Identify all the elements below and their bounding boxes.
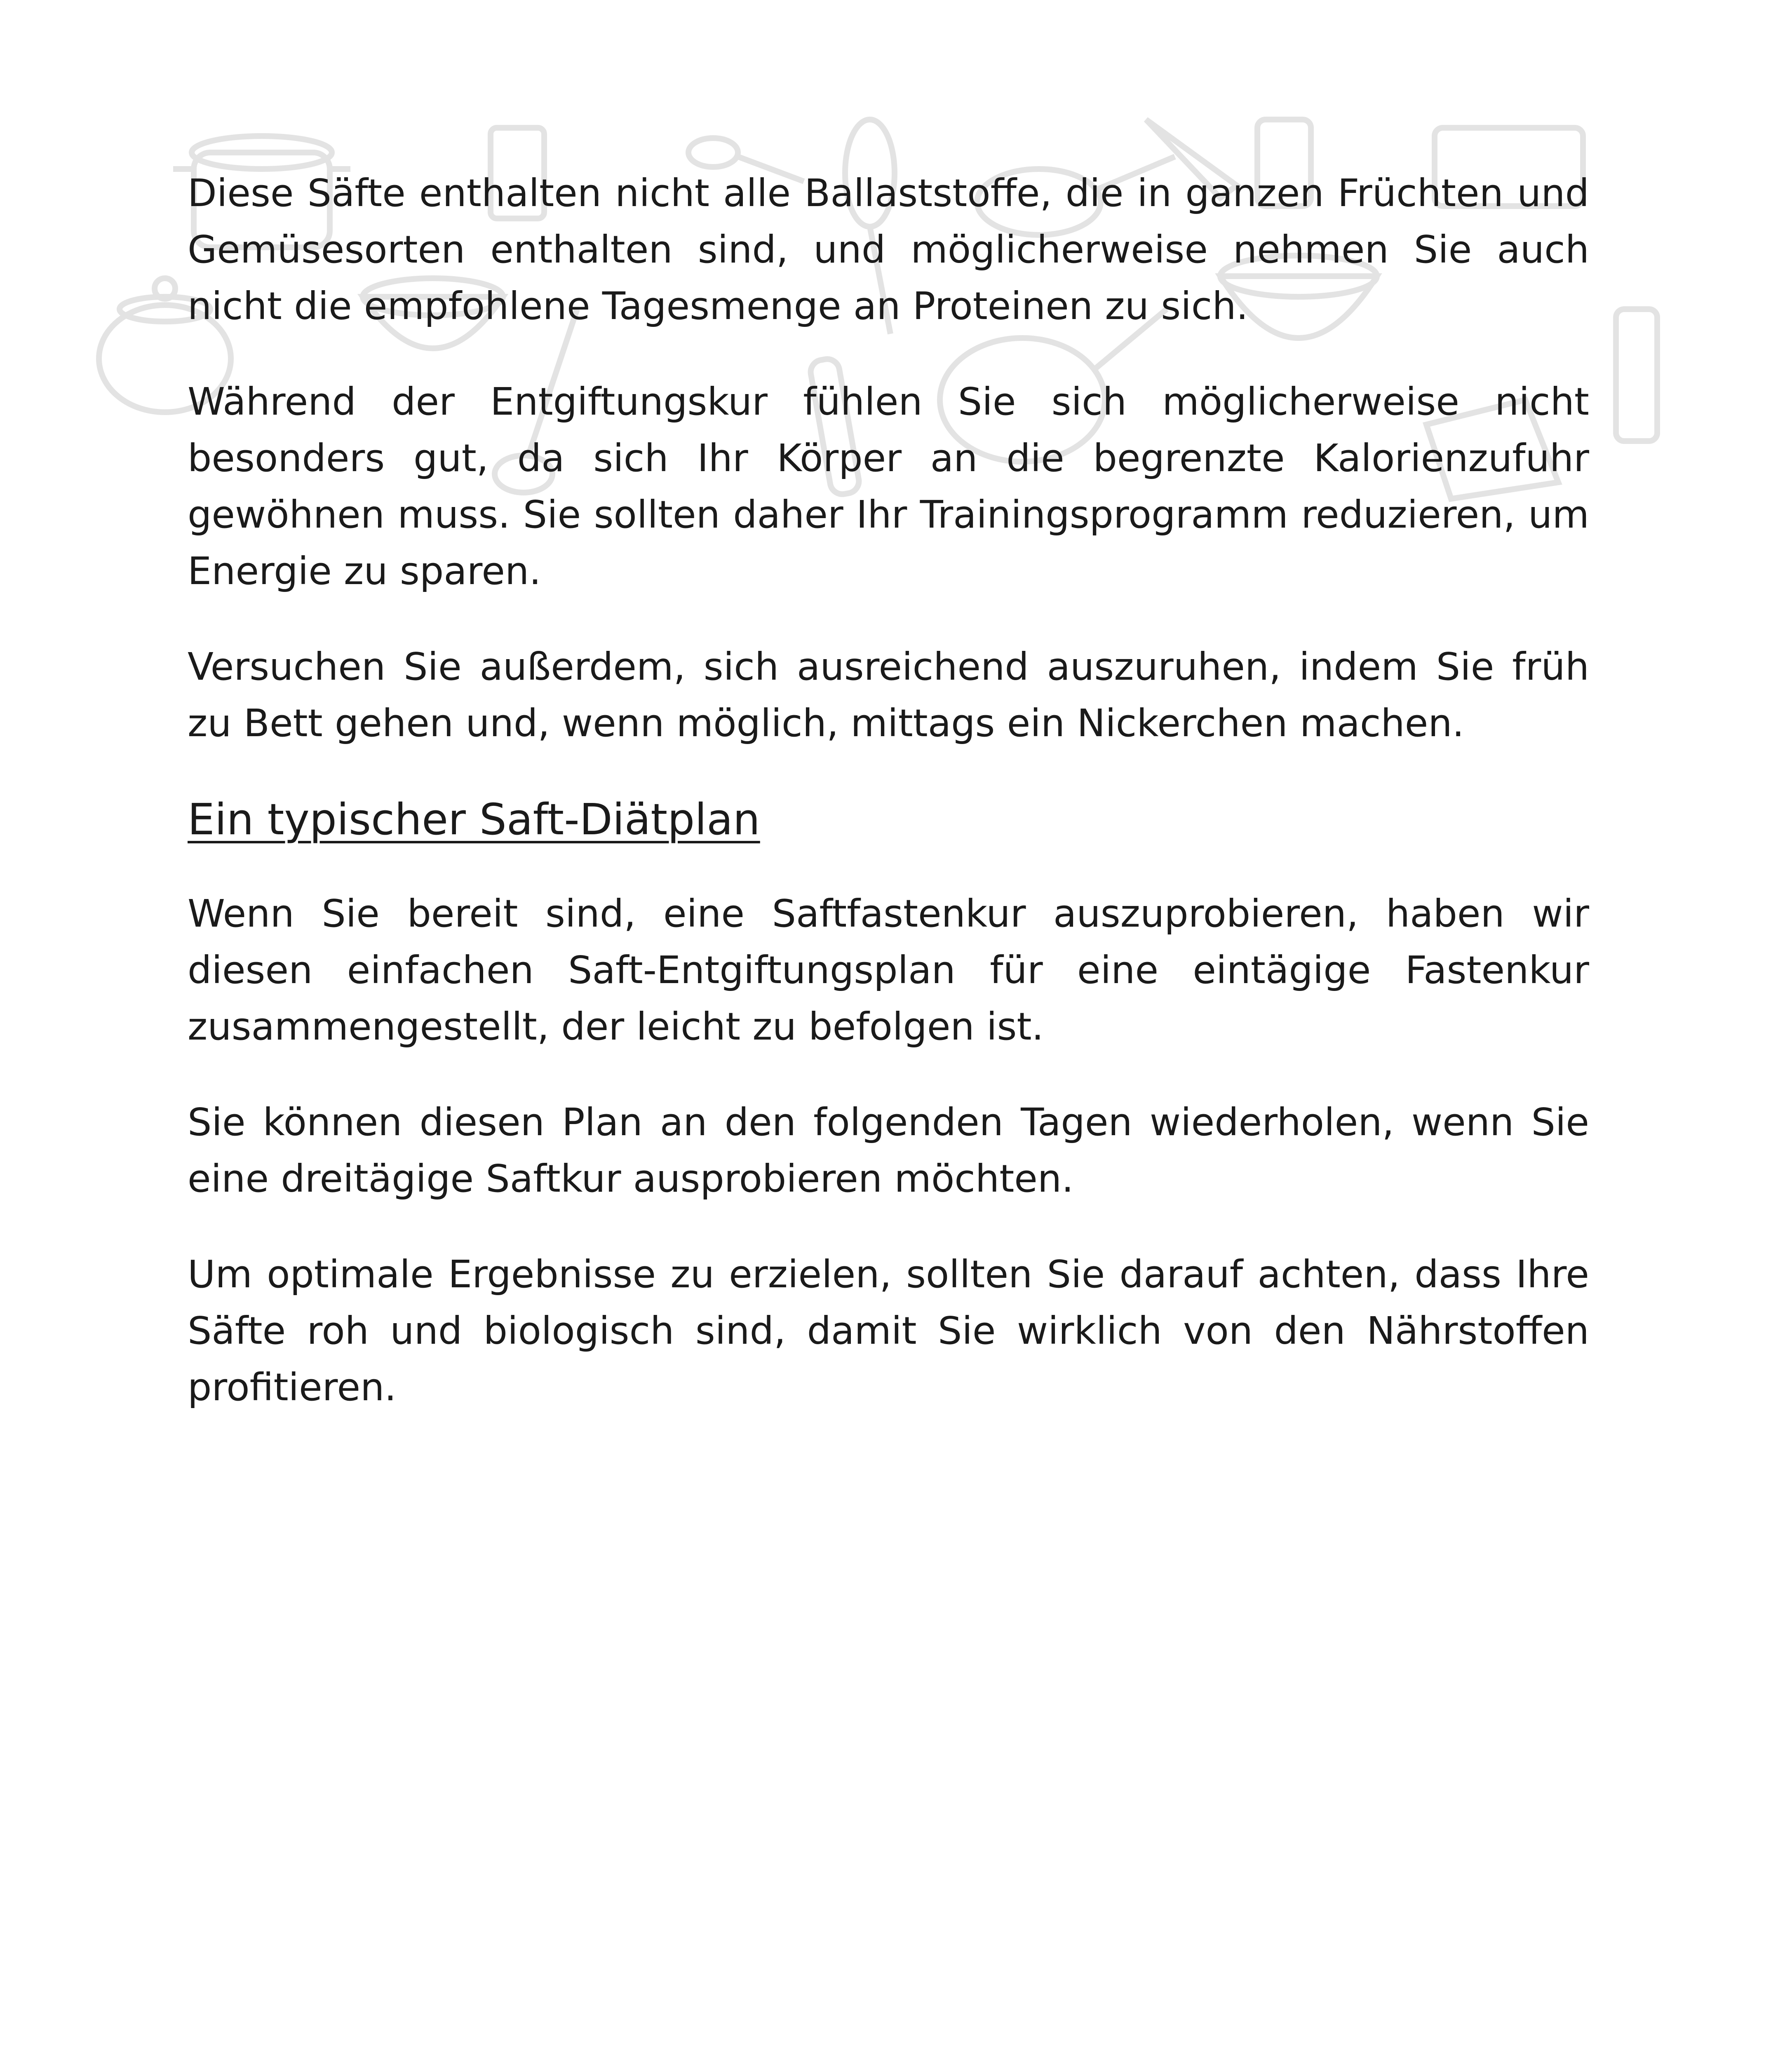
- paragraph-rest: Versuchen Sie außerdem, sich ausreichend auszuruhen, indem Sie früh zu Bett gehen und, wenn möglich, mittags ein Nickerchen machen.: [188, 645, 1589, 745]
- grater-icon: [1616, 309, 1657, 441]
- paragraph-fiber-protein: Diese Säfte enthalten nicht alle Ballaststoffe, die in ganzen Früchten und Gemüsesorten enthalten sind, und möglicherweise nehmen Sie auch nicht die empfohlene Tagesmenge an Proteinen zu sich.: [188, 171, 1589, 328]
- paragraph-juice-plan-intro: Wenn Sie bereit sind, eine Saftfastenkur auszuprobieren, haben wir diesen einfachen Saft-Entgiftungsplan für eine eintägige Fastenkur zusammengestellt, der leicht zu befolgen ist.: [188, 892, 1589, 1049]
- section-heading: Ein typischer Saft-Diätplan: [188, 794, 760, 845]
- paragraph-repeat-plan: Sie können diesen Plan an den folgenden Tagen wiederholen, wenn Sie eine dreitägige Saftkur ausprobieren möchten.: [188, 1100, 1589, 1201]
- paragraph-organic-juices: Um optimale Ergebnisse zu erzielen, sollten Sie darauf achten, dass Ihre Säfte roh und biologisch sind, damit Sie wirklich von den Nährstoffen profitieren.: [188, 1252, 1589, 1409]
- paragraph-detox-fatigue: Während der Entgiftungskur fühlen Sie sich möglicherweise nicht besonders gut, da sich Ihr Körper an die begrenzte Kalorienzufuhr gewöhnen muss. Sie sollten daher Ihr Trainingsprogramm reduzieren, um Energie zu sparen.: [188, 380, 1589, 593]
- page-content: [188, 165, 1589, 1455]
